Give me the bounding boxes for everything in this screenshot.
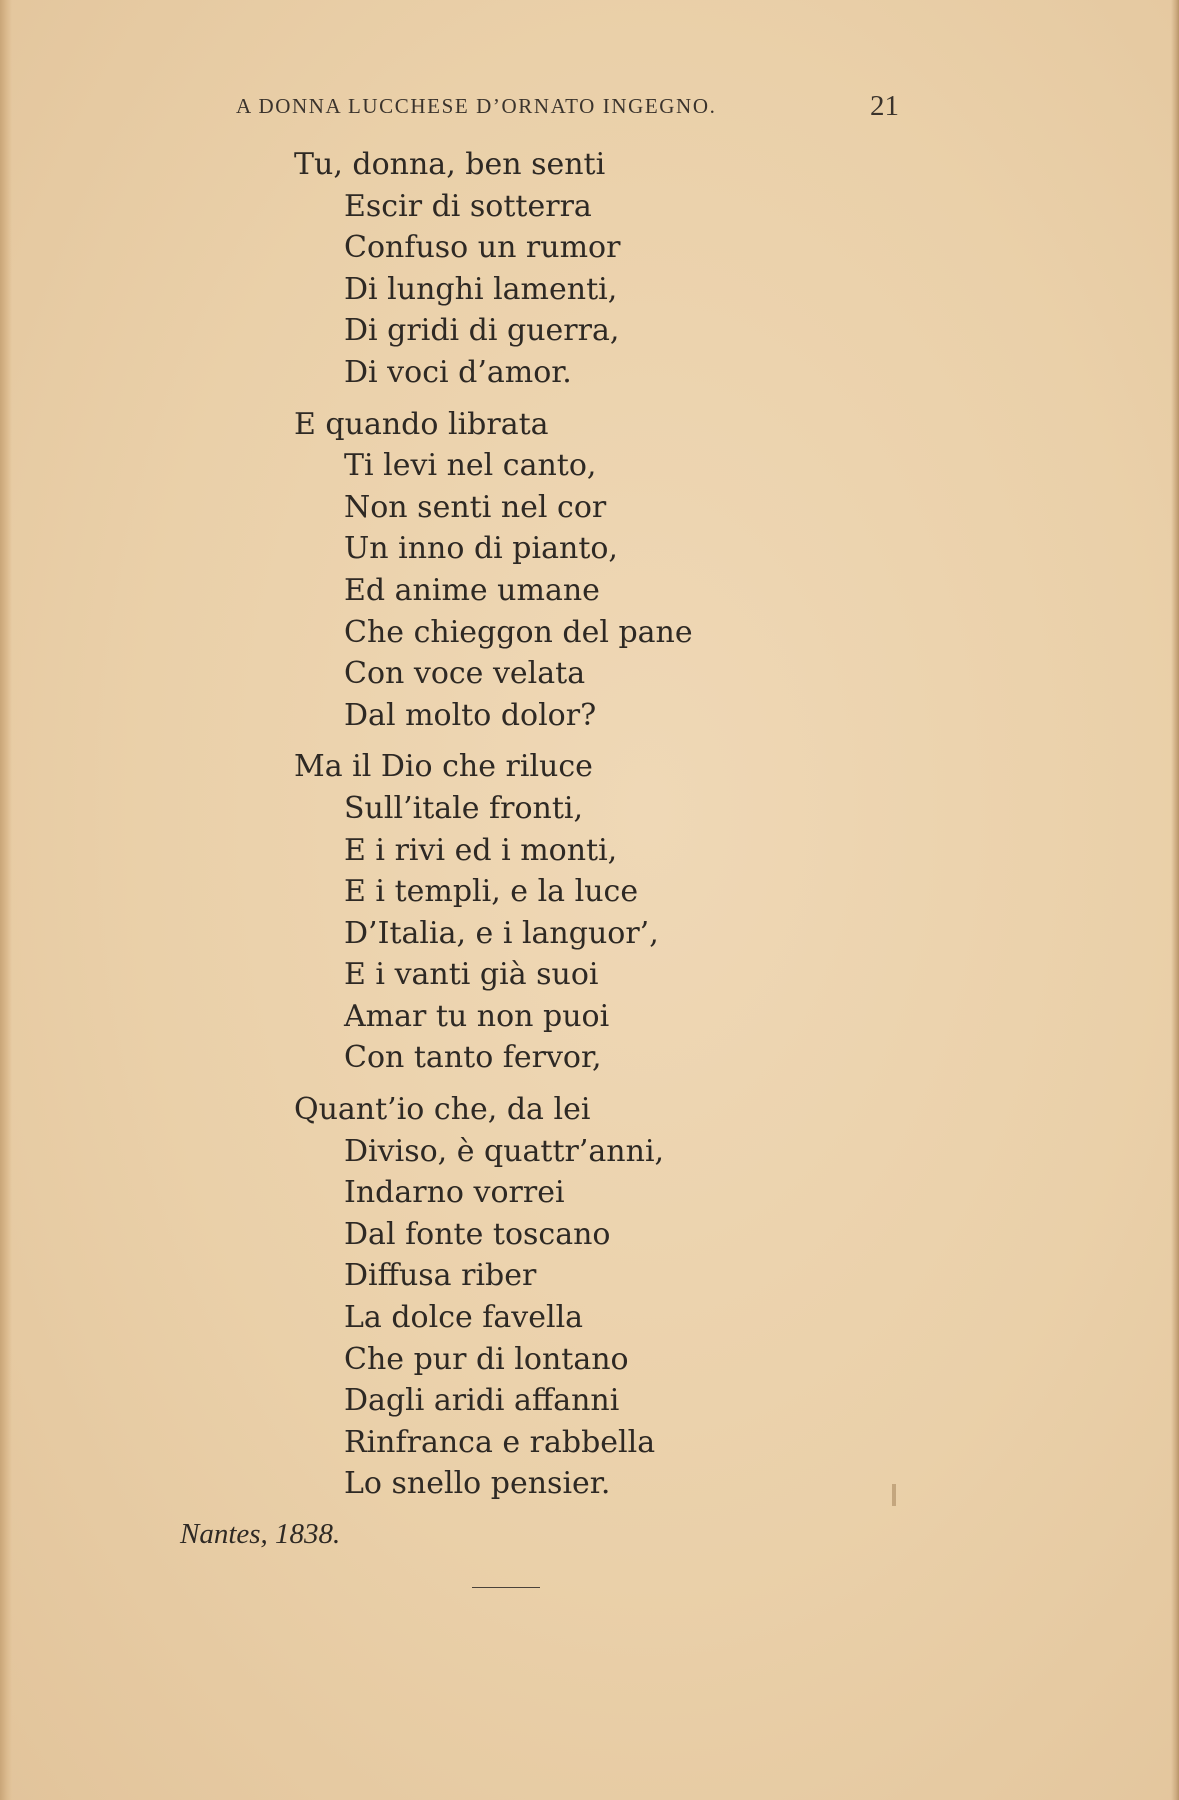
- poem-line: Dal molto dolor?: [344, 697, 597, 733]
- poem-line: Confuso un rumor: [344, 230, 621, 266]
- poem-line: Che pur di lontano: [344, 1341, 629, 1377]
- end-rule: [472, 1587, 540, 1588]
- poem-line: Diviso, è quattr’anni,: [344, 1133, 665, 1169]
- poem-line: E i templi, e la luce: [344, 874, 639, 910]
- poem-line: Ed anime umane: [344, 572, 600, 608]
- stanza-2: [294, 404, 693, 737]
- stanza-1: [294, 144, 693, 394]
- stanza-3: [294, 746, 693, 1079]
- poem-line: Amar tu non puoi: [344, 998, 610, 1034]
- page-number: 21: [870, 90, 899, 122]
- poem-line: Con voce velata: [344, 656, 586, 692]
- poem-line: E i vanti già suoi: [344, 957, 599, 993]
- poem-line: Quant’io che, da lei: [294, 1092, 591, 1128]
- page-left-edge: [0, 0, 12, 1800]
- poem-line: Escir di sotterra: [344, 188, 592, 224]
- poem-line: E i rivi ed i monti,: [344, 832, 618, 868]
- place-date: Nantes, 1838.: [180, 1518, 341, 1550]
- poem-line: La dolce favella: [344, 1300, 584, 1336]
- poem-line: Di gridi di guerra,: [344, 313, 620, 349]
- poem-line: Lo snello pensier.: [344, 1466, 611, 1502]
- poem-line: E quando librata: [294, 406, 549, 442]
- poem-line: Non senti nel cor: [344, 489, 607, 525]
- paper-stain: [892, 1484, 896, 1506]
- poem-line: Dagli aridi affanni: [344, 1383, 620, 1419]
- poem-line: Ti levi nel canto,: [344, 448, 597, 484]
- poem-line: Indarno vorrei: [344, 1175, 565, 1211]
- page-right-edge: [1171, 0, 1179, 1800]
- poem-line: Ma il Dio che riluce: [294, 749, 593, 785]
- poem-line: Un inno di pianto,: [344, 531, 618, 567]
- poem-line: Rinfranca e rabbella: [344, 1424, 656, 1460]
- poem-line: Che chieggon del pane: [344, 614, 693, 650]
- poem-line: Con tanto fervor,: [344, 1040, 602, 1076]
- poem-line: Dal fonte toscano: [344, 1216, 611, 1252]
- poem-line: Di lunghi lamenti,: [344, 271, 618, 307]
- stanza-4: [294, 1089, 693, 1505]
- poem-line: Di voci d’amor.: [344, 354, 572, 390]
- poem-line: D’Italia, e i languor’,: [344, 915, 659, 951]
- poem-line: Diffusa riber: [344, 1258, 537, 1294]
- poem-text: [294, 144, 693, 1515]
- running-title: A DONNA LUCCHESE D’ORNATO INGEGNO.: [236, 94, 717, 118]
- poem-line: Sull’itale fronti,: [344, 790, 584, 826]
- poem-line: Tu, donna, ben senti: [294, 147, 606, 182]
